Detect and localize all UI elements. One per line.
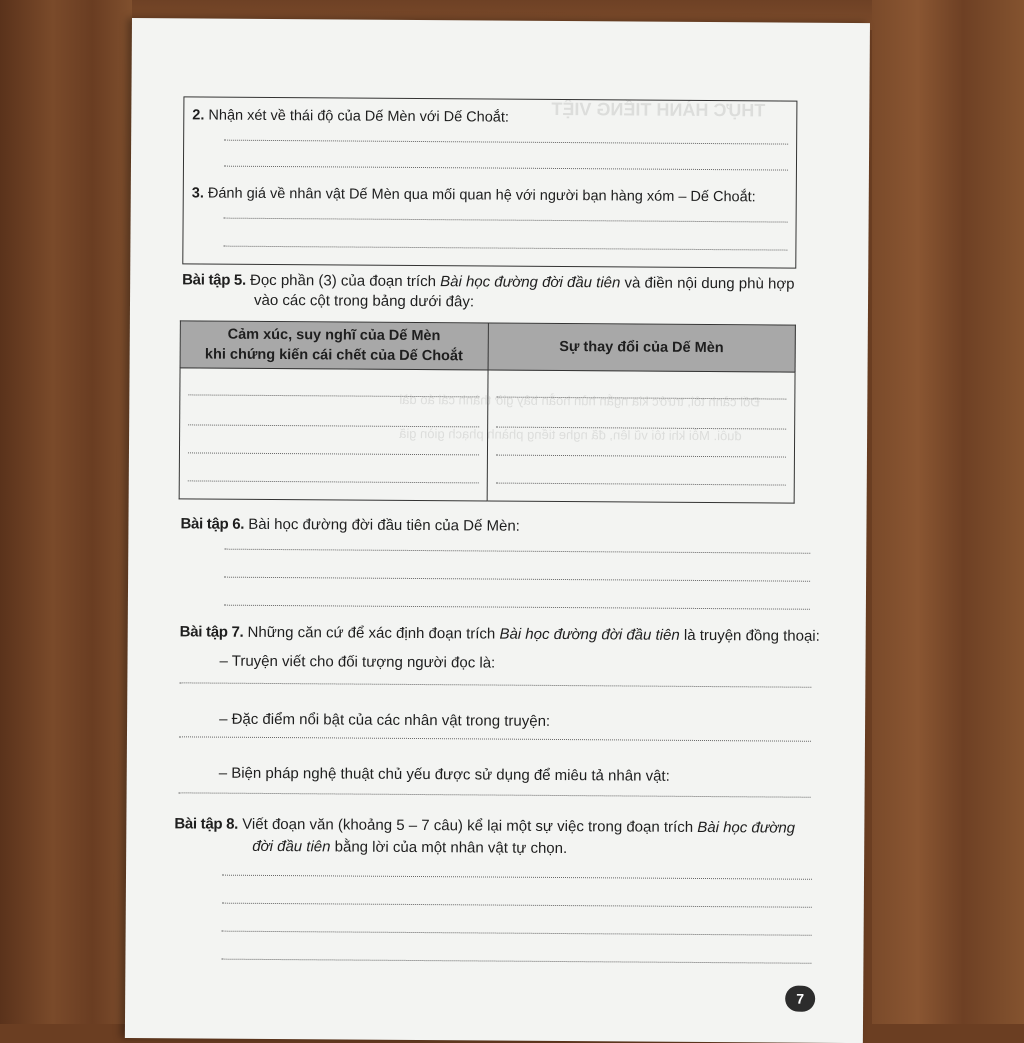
exercise-5-text-a: Đọc phần (3) của đoạn trích xyxy=(249,271,441,291)
question-3 xyxy=(192,185,756,205)
answer-line[interactable] xyxy=(223,246,787,251)
exercise-8-line2 xyxy=(252,837,567,858)
bleed-through-text: đuôi. Mỗi khi tôi vũ lên, đã nghe tiếng phành phạch giòn giã xyxy=(399,425,742,444)
exercise-7-heading xyxy=(180,622,840,646)
exercise-8-text-a: Viết đoạn văn (khoảng 5 – 7 câu) kể lại một sự việc trong đoạn trích xyxy=(242,815,698,836)
answer-line[interactable] xyxy=(495,455,785,458)
answer-line[interactable] xyxy=(188,480,478,483)
exercise-7-item-3: – Biện pháp nghệ thuật chủ yếu được sử dụng để miêu tả nhân vật: xyxy=(218,764,670,785)
exercise-7-item-2: – Đặc điểm nổi bật của các nhân vật trong truyện: xyxy=(219,710,551,730)
question-2-number: 2. xyxy=(192,107,205,124)
answer-line[interactable] xyxy=(224,605,810,610)
workbook-page xyxy=(125,18,870,1043)
exercise-7-label: Bài tập 7. xyxy=(179,623,244,641)
exercise-7-text-b: là truyện đồng thoại: xyxy=(679,626,820,645)
wood-background xyxy=(0,0,132,1024)
table-cell-changes[interactable] xyxy=(487,370,795,503)
answer-line[interactable] xyxy=(188,394,478,397)
exercise-8-title-a: Bài học đường xyxy=(697,818,796,837)
table-header-emotions-line1: Cảm xúc, suy nghĩ của Dế Mèn xyxy=(227,326,441,345)
answer-line[interactable] xyxy=(224,218,788,223)
exercise-6-heading xyxy=(180,514,520,535)
exercise-5-title: Bài học đường đời đầu tiên xyxy=(440,273,621,292)
answer-line[interactable] xyxy=(496,397,786,400)
exercise-6-text: Bài học đường đời đầu tiên của Dế Mèn: xyxy=(248,515,520,535)
answer-line[interactable] xyxy=(179,682,811,687)
question-2 xyxy=(192,107,509,125)
question-3-text: Đánh giá về nhân vật Dế Mèn qua mối quan hệ với người bạn hàng xóm – Dế Choắt: xyxy=(207,185,756,206)
answer-line[interactable] xyxy=(179,736,811,741)
exercise-8-text-b: bằng lời của một nhân vật tự chọn. xyxy=(330,838,568,858)
answer-line[interactable] xyxy=(179,792,811,797)
answer-line[interactable] xyxy=(188,452,478,455)
exercise-7-title: Bài học đường đời đầu tiên xyxy=(499,625,680,644)
exercise-8-label: Bài tập 8. xyxy=(174,815,239,833)
answer-line[interactable] xyxy=(188,424,478,427)
exercise-7-item-1: – Truyện viết cho đối tượng người đọc là: xyxy=(219,652,496,672)
exercise-7-text-a: Những căn cứ để xác định đoạn trích xyxy=(247,623,500,643)
table-header-changes: Sự thay đổi của Dế Mèn xyxy=(488,323,796,372)
questions-box xyxy=(182,96,797,268)
answer-line[interactable] xyxy=(222,931,812,936)
bleed-through-text: Đối cảnh tôi, trước kia ngắn hủn hoẳn bây giờ thành cái áo dài xyxy=(399,391,760,410)
exercise-8-title-b: đời đầu tiên xyxy=(252,837,331,856)
answer-line[interactable] xyxy=(221,959,811,964)
exercise-8-heading xyxy=(174,814,834,838)
question-3-number: 3. xyxy=(191,185,204,202)
wood-background-right xyxy=(872,0,1024,1024)
answer-line[interactable] xyxy=(224,577,810,582)
answer-line[interactable] xyxy=(222,903,812,908)
question-2-text: Nhận xét về thái độ của Dế Mèn với Dế Choắt: xyxy=(208,107,509,126)
table-cell-emotions[interactable] xyxy=(179,368,487,501)
exercise-5-label: Bài tập 5. xyxy=(182,271,246,289)
page-number: 7 xyxy=(785,986,815,1012)
exercise-6-label: Bài tập 6. xyxy=(180,515,245,533)
answer-line[interactable] xyxy=(224,549,810,554)
answer-line[interactable] xyxy=(496,427,786,430)
exercise-5-line2: vào các cột trong bảng dưới đây: xyxy=(253,291,475,311)
answer-line[interactable] xyxy=(224,166,788,171)
exercise-5-table xyxy=(179,320,796,503)
table-header-emotions xyxy=(180,321,488,370)
bleed-through-text: THỰC HÀNH TIẾNG VIỆT xyxy=(551,98,766,121)
exercise-5-text-b: và điền nội dung phù hợp xyxy=(620,274,795,293)
answer-line[interactable] xyxy=(495,483,785,486)
table-header-emotions-line2: khi chứng kiến cái chết của Dế Choắt xyxy=(204,346,463,365)
answer-line[interactable] xyxy=(224,140,788,145)
answer-line[interactable] xyxy=(222,875,812,880)
